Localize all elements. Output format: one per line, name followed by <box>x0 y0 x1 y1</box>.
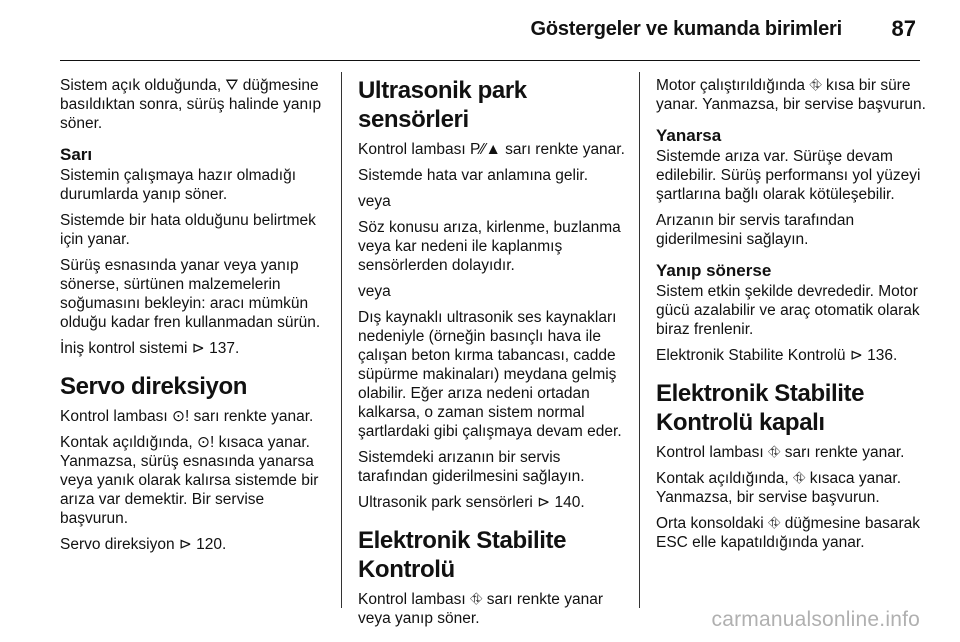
paragraph: Sistemin çalışmaya hazır olmadığı durumlarda yanıp söner. <box>60 167 297 203</box>
paragraph: Dış kaynaklı ultrasonik ses kaynakları nedeniyle (örneğin basınçlı hava ile çalışan beton kırma tabancası, cadde süpürme makinaları) meydana gelmiş olabilir. Eğer arıza nedeni ortadan kalkarsa, o zaman sistem normal şartlardaki gibi çalışmaya devam eder. <box>358 309 622 440</box>
paragraph: Sistemde arıza var. Sürüşe devam edilebilir. Sürüş performansı yol yüzeyi şartlarına bağlı olarak kötüleşebilir. <box>656 148 921 203</box>
section-title: Göstergeler ve kumanda birimleri <box>530 18 842 40</box>
heading-esc-kapali: Elektronik Stabilite Kontrolü kapalı <box>656 380 865 436</box>
paragraph: veya <box>358 193 391 210</box>
paragraph: Orta konsoldaki ⛗ düğmesine basarak ESC elle kapatıldığında yanar. <box>656 515 920 551</box>
column-2 <box>358 76 630 635</box>
cross-reference: İniş kontrol sistemi ⊳ 137. <box>60 340 240 357</box>
subheading-yanip-sonerse: Yanıp sönerse <box>656 261 772 280</box>
paragraph: Kontak açıldığında, ⊙! kısaca yanar. Yanmazsa, sürüş esnasında yanarsa veya yanık olarak kalırsa sistemde bir arıza var demektir. Bir servise başvurun. <box>60 434 319 527</box>
subheading-sari: Sarı <box>60 145 93 164</box>
paragraph: Sistemde hata var anlamına gelir. <box>358 167 589 184</box>
column-divider <box>639 72 640 608</box>
paragraph: Söz konusu arıza, kirlenme, buzlanma veya kar nedeni ile kaplanmış sensörlerden dolayıdır. <box>358 219 621 274</box>
column-1 <box>60 76 332 561</box>
subheading-yanarsa: Yanarsa <box>656 126 722 145</box>
page-header <box>60 14 920 61</box>
paragraph: Kontrol lambası ⛗ sarı renkte yanar. <box>656 444 905 461</box>
paragraph: Kontrol lambası P⁄⁄▲ sarı renkte yanar. <box>358 141 625 158</box>
page-number: 87 <box>891 16 916 41</box>
heading-elektronik-stabilite: Elektronik Stabilite Kontrolü <box>358 527 567 583</box>
paragraph: Sistemdeki arızanın bir servis tarafından giderilmesini sağlayın. <box>358 449 585 485</box>
paragraph: Sistem etkin şekilde devrededir. Motor gücü azalabilir ve araç otomatik olarak biraz frenlenir. <box>656 283 920 338</box>
heading-ultrasonik-park: Ultrasonik park sensörleri <box>358 77 527 133</box>
paragraph: Sistemde bir hata olduğunu belirtmek için yanar. <box>60 212 316 248</box>
cross-reference: Elektronik Stabilite Kontrolü ⊳ 136. <box>656 347 898 364</box>
column-3 <box>656 76 928 559</box>
column-divider <box>341 72 342 608</box>
paragraph: Kontak açıldığında, ⛗ kısaca yanar. Yanmazsa, bir servise başvurun. <box>656 470 902 506</box>
paragraph: Sistem açık olduğunda, ⛛ düğmesine basıldıktan sonra, sürüş halinde yanıp söner. <box>60 77 322 132</box>
paragraph: Motor çalıştırıldığında ⛗ kısa bir süre yanar. Yanmazsa, bir servise başvurun. <box>656 77 926 113</box>
paragraph: Kontrol lambası ⛗ sarı renkte yanar veya yanıp söner. <box>358 591 604 627</box>
cross-reference: Servo direksiyon ⊳ 120. <box>60 536 227 553</box>
paragraph: Arızanın bir servis tarafından giderilmesini sağlayın. <box>656 212 855 248</box>
heading-servo-direksiyon: Servo direksiyon <box>60 373 248 400</box>
paragraph: Kontrol lambası ⊙! sarı renkte yanar. <box>60 408 314 425</box>
paragraph: Sürüş esnasında yanar veya yanıp sönerse, sürtünen malzemelerin soğumasını bekleyin: aracı mümkün olduğu kadar fren kullanmadan sürün. <box>60 257 321 331</box>
cross-reference: Ultrasonik park sensörleri ⊳ 140. <box>358 494 585 511</box>
paragraph: veya <box>358 283 391 300</box>
watermark: carmanualsonline.info <box>711 608 920 631</box>
